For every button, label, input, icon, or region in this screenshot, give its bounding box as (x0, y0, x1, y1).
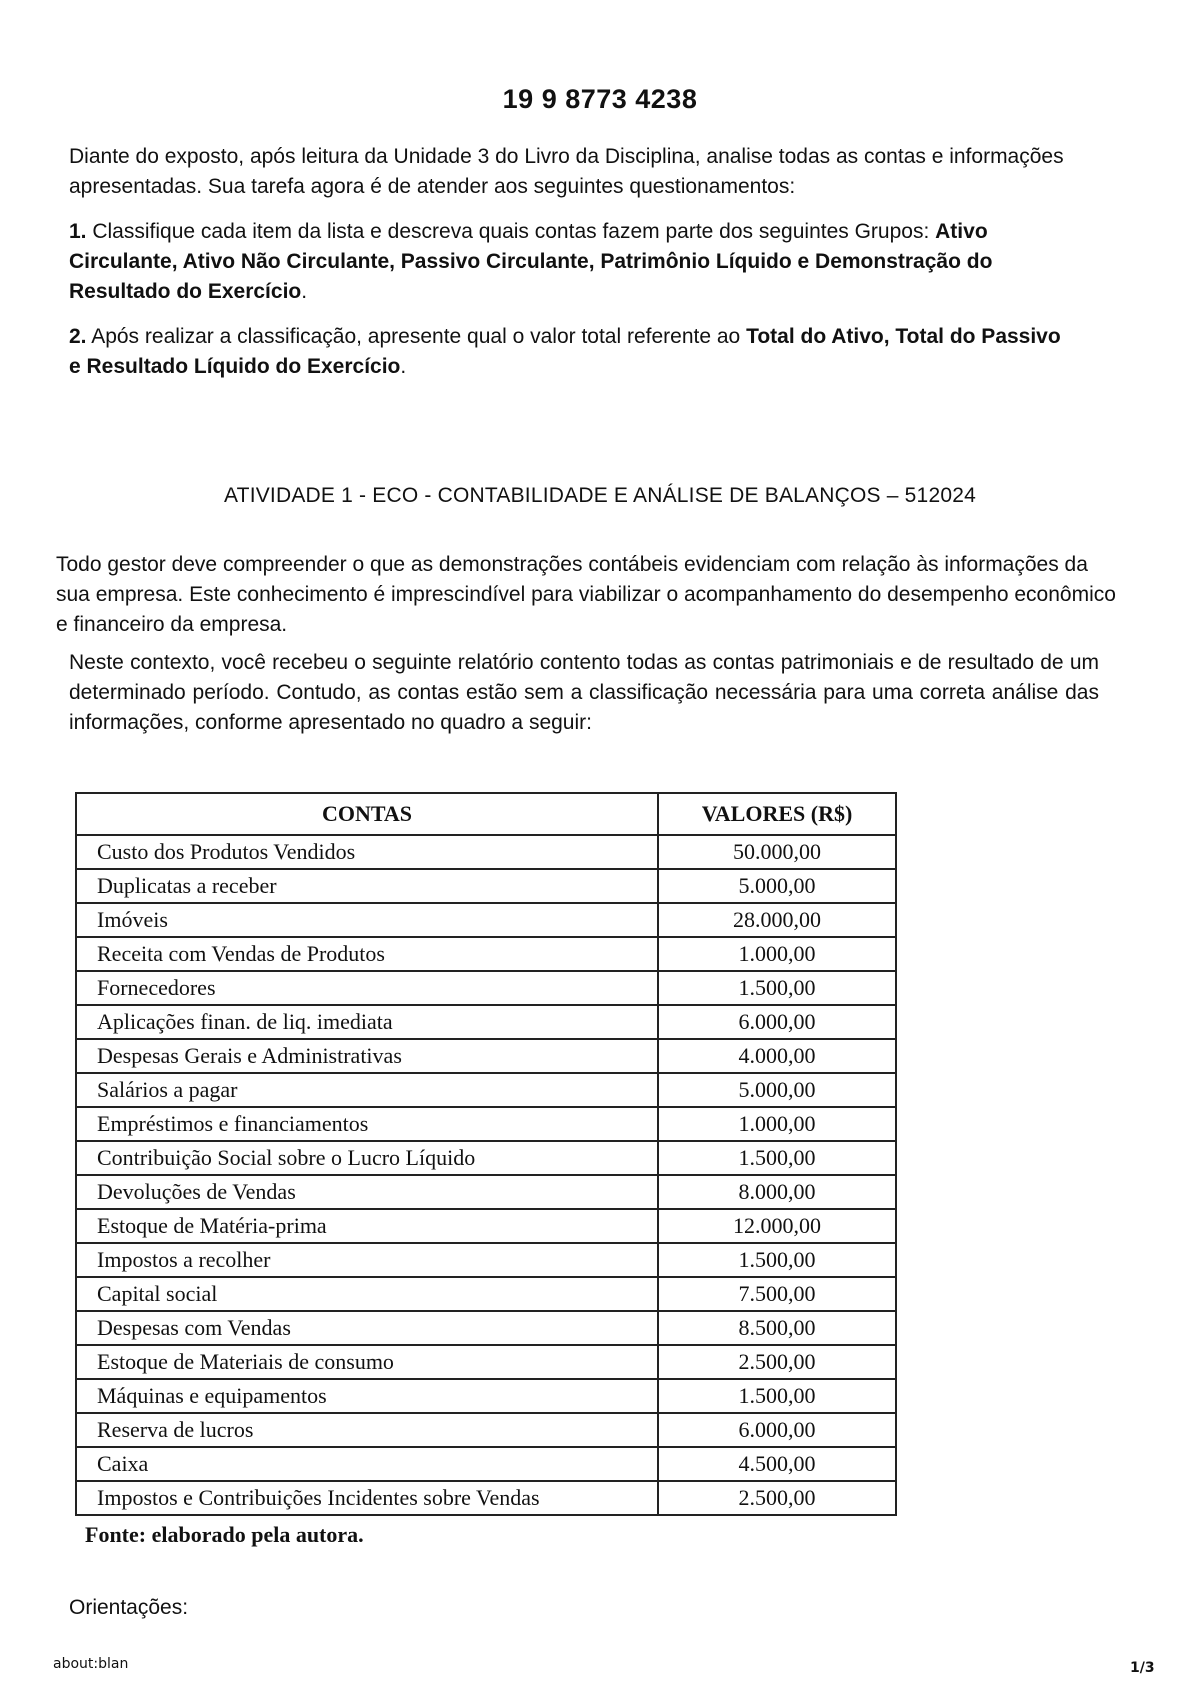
table-row (76, 1209, 896, 1243)
account-name-cell: Salários a pagar (76, 1073, 658, 1107)
account-value-cell: 1.500,00 (658, 1141, 896, 1175)
table-row (76, 1039, 896, 1073)
table-row (76, 937, 896, 971)
account-name-cell: Contribuição Social sobre o Lucro Líquido (76, 1141, 658, 1175)
account-value-cell: 28.000,00 (658, 903, 896, 937)
orientacoes-heading: Orientações: (69, 1596, 189, 1619)
account-name-cell: Impostos e Contribuições Incidentes sobre Vendas (76, 1481, 658, 1515)
account-value-cell: 6.000,00 (658, 1005, 896, 1039)
table-row (76, 1311, 896, 1345)
footer-page-number: 1/3 (1130, 1660, 1155, 1676)
table-row (76, 869, 896, 903)
gestor-paragraph: Todo gestor deve compreender o que as demonstrações contábeis evidenciam com relação às informações da sua empresa. Este conhecimento é imprescindível para viabilizar o acompanhamento do desempenho econômico e financeiro da empresa. (56, 553, 1116, 636)
table-row (76, 1481, 896, 1515)
account-value-cell: 6.000,00 (658, 1413, 896, 1447)
account-value-cell: 4.500,00 (658, 1447, 896, 1481)
account-name-cell: Impostos a recolher (76, 1243, 658, 1277)
account-value-cell: 50.000,00 (658, 835, 896, 869)
context-paragraph: Neste contexto, você recebeu o seguinte relatório contento todas as contas patrimoniais e de resultado de um determinado período. Contudo, as contas estão sem a classificação necessária para uma correta análise das informações, conforme apresentado no quadro a seguir: (69, 651, 1099, 734)
table-row (76, 1005, 896, 1039)
account-value-cell: 12.000,00 (658, 1209, 896, 1243)
table-row (76, 835, 896, 869)
question-1 (69, 217, 1069, 307)
account-name-cell: Estoque de Materiais de consumo (76, 1345, 658, 1379)
question-1-end: . (301, 280, 308, 303)
account-value-cell: 8.500,00 (658, 1311, 896, 1345)
question-2-text: Após realizar a classificação, apresente qual o valor total referente ao (86, 325, 747, 348)
account-name-cell: Capital social (76, 1277, 658, 1311)
question-2-totals: Total do Ativo, Total do Passivo e Resultado Líquido do Exercício (69, 325, 1061, 378)
question-2-end: . (400, 355, 407, 378)
account-value-cell: 1.500,00 (658, 1379, 896, 1413)
account-name-cell: Máquinas e equipamentos (76, 1379, 658, 1413)
account-value-cell: 1.000,00 (658, 1107, 896, 1141)
account-name-cell: Receita com Vendas de Produtos (76, 937, 658, 971)
account-name-cell: Despesas com Vendas (76, 1311, 658, 1345)
table-row (76, 1073, 896, 1107)
table-row (76, 971, 896, 1005)
account-value-cell: 2.500,00 (658, 1481, 896, 1515)
question-1-groups: Ativo Circulante, Ativo Não Circulante, Passivo Circulante, Patrimônio Líquido e Demonstração do Resultado do Exercício (69, 220, 993, 303)
header-contas: CONTAS (76, 793, 658, 835)
question-2 (69, 322, 1069, 382)
account-value-cell: 5.000,00 (658, 869, 896, 903)
account-name-cell: Empréstimos e financiamentos (76, 1107, 658, 1141)
table-row (76, 1141, 896, 1175)
account-value-cell: 5.000,00 (658, 1073, 896, 1107)
account-value-cell: 1.500,00 (658, 1243, 896, 1277)
table-row (76, 1175, 896, 1209)
question-2-number: 2. (69, 325, 87, 348)
question-1-text: Classifique cada item da lista e descreva quais contas fazem parte dos seguintes Grupos: (86, 220, 936, 243)
account-value-cell: 4.000,00 (658, 1039, 896, 1073)
table-row (76, 1379, 896, 1413)
account-name-cell: Despesas Gerais e Administrativas (76, 1039, 658, 1073)
table-row (76, 1447, 896, 1481)
account-name-cell: Reserva de lucros (76, 1413, 658, 1447)
account-value-cell: 7.500,00 (658, 1277, 896, 1311)
accounts-table (75, 792, 897, 1516)
table-row (76, 903, 896, 937)
account-name-cell: Aplicações finan. de liq. imediata (76, 1005, 658, 1039)
account-name-cell: Estoque de Matéria-prima (76, 1209, 658, 1243)
table-row (76, 1243, 896, 1277)
footer-url: about:blan (53, 1656, 129, 1672)
account-value-cell: 1.000,00 (658, 937, 896, 971)
activity-title: ATIVIDADE 1 - ECO - CONTABILIDADE E ANÁLISE DE BALANÇOS – 512024 (224, 484, 976, 507)
account-name-cell: Fornecedores (76, 971, 658, 1005)
table-row (76, 1277, 896, 1311)
table-source: Fonte: elaborado pela autora. (85, 1522, 364, 1547)
account-value-cell: 1.500,00 (658, 971, 896, 1005)
table-row (76, 1345, 896, 1379)
table-header-row (76, 793, 896, 835)
table-row (76, 1413, 896, 1447)
account-value-cell: 8.000,00 (658, 1175, 896, 1209)
accounts-table-body (76, 835, 896, 1515)
account-name-cell: Devoluções de Vendas (76, 1175, 658, 1209)
intro-paragraph: Diante do exposto, após leitura da Unidade 3 do Livro da Disciplina, analise todas as contas e informações apresentadas. Sua tarefa agora é de atender aos seguintes questionamentos: (69, 145, 1064, 198)
account-value-cell: 2.500,00 (658, 1345, 896, 1379)
header-valores: VALORES (R$) (658, 793, 896, 835)
phone-number-heading: 19 9 8773 4238 (502, 84, 698, 114)
table-row (76, 1107, 896, 1141)
account-name-cell: Imóveis (76, 903, 658, 937)
question-1-number: 1. (69, 220, 87, 243)
account-name-cell: Caixa (76, 1447, 658, 1481)
account-name-cell: Custo dos Produtos Vendidos (76, 835, 658, 869)
account-name-cell: Duplicatas a receber (76, 869, 658, 903)
